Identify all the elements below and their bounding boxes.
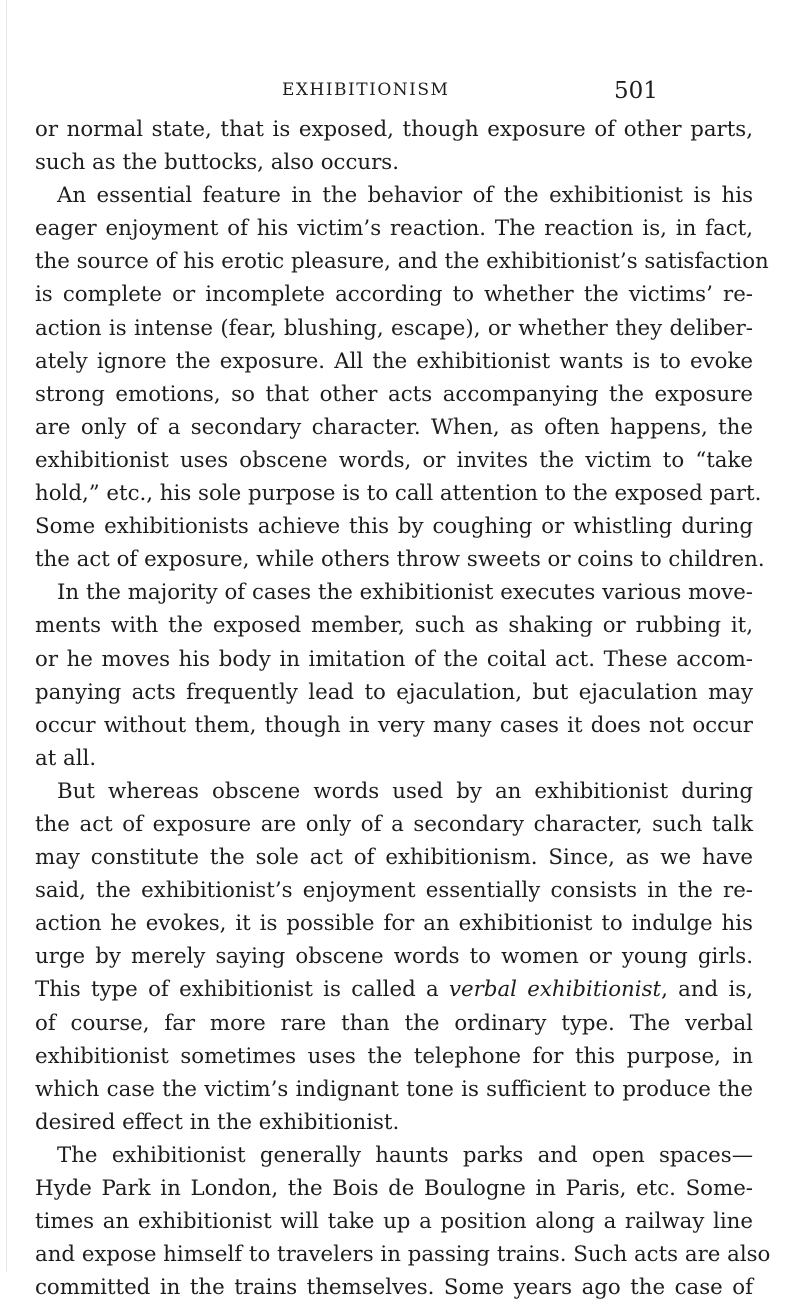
text-line: committed in the trains themselves. Some years ago the case of xyxy=(35,1275,753,1301)
text-line: said, the exhibitionist’s enjoyment essentially consists in the re- xyxy=(35,878,753,904)
text-line: ments with the exposed member, such as shaking or rubbing it, xyxy=(35,613,753,639)
text-line: is complete or incomplete according to whether the victims’ re- xyxy=(35,282,753,308)
text-line: the act of exposure, while others throw sweets or coins to children. xyxy=(35,547,765,573)
paragraph-start-line: But whereas obscene words used by an exhibitionist during xyxy=(57,778,753,804)
text-line: occur without them, though in very many cases it does not occur xyxy=(35,712,753,738)
text-line: which case the victim’s indignant tone is sufficient to produce the xyxy=(35,1076,753,1102)
text-segment: This type of exhibitionist is called a xyxy=(35,977,439,1003)
text-line: times an exhibitionist will take up a position along a railway line xyxy=(35,1209,753,1235)
paragraph-start-line: An essential feature in the behavior of the exhibitionist is his xyxy=(57,183,753,209)
text-line: exhibitionist uses obscene words, or invites the victim to “take xyxy=(35,447,753,473)
text-line: urge by merely saying obscene words to women or young girls. xyxy=(35,944,753,970)
text-line: of course, far more rare than the ordinary type. The verbal xyxy=(35,1010,753,1036)
text-line: action is intense (fear, blushing, escape), or whether they deliber- xyxy=(35,315,753,341)
text-line: may constitute the sole act of exhibitionism. Since, as we have xyxy=(35,845,753,871)
text-segment: , and is, xyxy=(661,977,753,1003)
text-line: desired effect in the exhibitionist. xyxy=(35,1109,400,1135)
text-line: action he evokes, it is possible for an exhibitionist to indulge his xyxy=(35,911,753,937)
text-line: are only of a secondary character. When, as often happens, the xyxy=(35,414,753,440)
text-line: or he moves his body in imitation of the coital act. These accom- xyxy=(35,646,753,672)
text-line: the act of exposure are only of a secondary character, such talk xyxy=(35,811,753,837)
text-line: such as the buttocks, also occurs. xyxy=(35,150,399,176)
text-line: the source of his erotic pleasure, and the exhibitionist’s satisfaction xyxy=(35,249,769,275)
paragraph-start-line: In the majority of cases the exhibitionist executes various move- xyxy=(57,580,753,606)
page-edge-shadow xyxy=(6,0,7,1272)
text-line: at all. xyxy=(35,745,97,771)
text-line: Hyde Park in London, the Bois de Boulogne in Paris, etc. Some- xyxy=(35,1176,753,1201)
italic-term: verbal exhibitionist xyxy=(449,977,662,1003)
text-line: and expose himself to travelers in passing trains. Such acts are also xyxy=(35,1242,771,1268)
text-line-with-italic xyxy=(35,973,753,1006)
text-line: ately ignore the exposure. All the exhibitionist wants is to evoke xyxy=(35,348,753,374)
page-number: 501 xyxy=(614,78,658,104)
text-line: or normal state, that is exposed, though exposure of other parts, xyxy=(35,117,753,142)
text-line: exhibitionist sometimes uses the telephone for this purpose, in xyxy=(35,1043,753,1069)
running-head: EXHIBITIONISM xyxy=(282,80,450,100)
text-line: hold,” etc., his sole purpose is to call attention to the exposed part. xyxy=(35,481,762,507)
body-text xyxy=(35,113,771,1304)
text-line: panying acts frequently lead to ejaculation, but ejaculation may xyxy=(35,679,753,705)
text-line: strong emotions, so that other acts accompanying the exposure xyxy=(35,381,753,407)
text-line: Some exhibitionists achieve this by coughing or whistling during xyxy=(35,514,753,540)
page-header xyxy=(0,78,800,104)
text-line: eager enjoyment of his victim’s reaction. The reaction is, in fact, xyxy=(35,216,753,242)
paragraph-start-line: The exhibitionist generally haunts parks and open spaces— xyxy=(57,1142,753,1168)
